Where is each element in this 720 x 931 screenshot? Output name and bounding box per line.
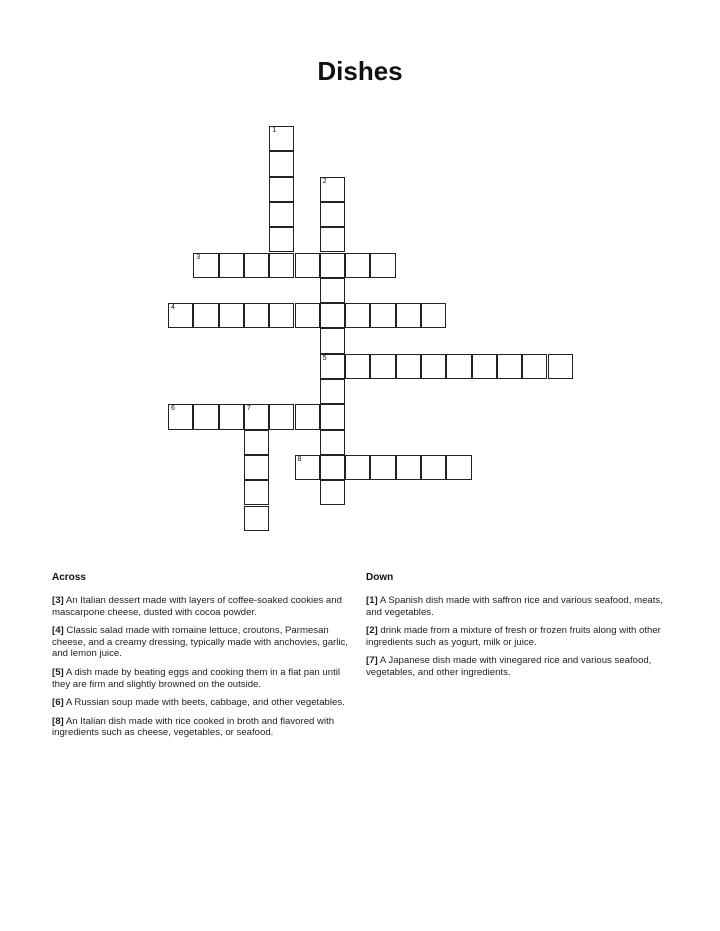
grid-cell[interactable] [219, 404, 244, 429]
grid-cell[interactable] [244, 506, 269, 531]
down-heading: Down [366, 572, 394, 583]
clue-index: [3] [52, 595, 64, 606]
grid-cell[interactable] [396, 354, 421, 379]
clue-number: 1 [272, 127, 277, 134]
grid-cell[interactable] [370, 253, 395, 278]
grid-cell[interactable] [548, 354, 573, 379]
grid-cell[interactable] [244, 480, 269, 505]
grid-cell[interactable] [370, 303, 395, 328]
grid-cell[interactable] [320, 328, 345, 353]
clue-number: 2 [322, 177, 327, 185]
grid-cell[interactable] [522, 354, 547, 379]
clue-index: [4] [52, 625, 64, 637]
grid-cell[interactable] [168, 404, 193, 429]
across-clue [52, 716, 352, 739]
down-clues [366, 572, 666, 686]
across-clue [52, 595, 352, 618]
grid-cell[interactable] [320, 227, 345, 252]
clue-number: 3 [196, 253, 201, 261]
grid-cell[interactable] [421, 455, 446, 480]
grid-cell[interactable] [345, 354, 370, 379]
grid-cell[interactable] [446, 354, 471, 379]
down-clue-list [366, 595, 666, 679]
grid-cell[interactable] [244, 404, 269, 429]
across-clue [52, 625, 352, 660]
across-heading: Across [52, 572, 86, 583]
clue-text: A Spanish dish made with saffron rice and various seafood, meats, and vegetables. [366, 595, 663, 618]
grid-cell[interactable] [472, 354, 497, 379]
grid-cell[interactable] [320, 404, 345, 429]
grid-cell[interactable] [193, 404, 218, 429]
clue-number: 8 [297, 455, 302, 463]
page-title: Dishes [317, 56, 403, 86]
grid-cell[interactable] [244, 455, 269, 480]
grid-cell[interactable] [269, 126, 294, 151]
grid-cell[interactable] [320, 278, 345, 303]
clue-index: [5] [52, 666, 64, 678]
grid-cell[interactable] [421, 303, 446, 328]
clue-number: 7 [246, 405, 251, 413]
grid-cell[interactable] [244, 430, 269, 455]
grid-cell[interactable] [320, 430, 345, 455]
grid-cell[interactable] [446, 455, 471, 480]
clue-number: 6 [171, 405, 175, 413]
grid-cell[interactable] [295, 404, 320, 429]
grid-cell[interactable] [168, 303, 193, 328]
grid-cell[interactable] [269, 202, 294, 227]
clue-text: A Japanese dish made with vinegared rice and various seafood, vegetables, and other ingredients. [366, 655, 652, 678]
grid-cell[interactable] [295, 455, 320, 480]
clue-text: An Italian dish made with rice cooked in broth and flavored with ingredients such as cheese, vegetables, or seafood. [52, 715, 335, 739]
grid-cell[interactable] [421, 354, 446, 379]
grid-cell[interactable] [295, 253, 320, 278]
grid-cell[interactable] [320, 480, 345, 505]
across-clue-list [52, 595, 352, 739]
grid-cell[interactable] [320, 455, 345, 480]
down-clue [366, 625, 666, 648]
across-clue [52, 697, 352, 709]
clue-index: [7] [366, 655, 378, 667]
across-clue [52, 667, 352, 690]
grid-cell[interactable] [244, 303, 269, 328]
grid-cell[interactable] [193, 253, 218, 278]
grid-cell[interactable] [320, 177, 345, 202]
clue-index: [6] [52, 697, 64, 709]
grid-cell[interactable] [269, 303, 294, 328]
clue-text: An Italian dessert made with layers of coffee-soaked cookies and mascarpone cheese, dusted with cocoa powder. [52, 595, 342, 618]
clue-number: 4 [171, 304, 175, 312]
grid-cell[interactable] [219, 253, 244, 278]
grid-cell[interactable] [345, 303, 370, 328]
down-clue [366, 595, 666, 618]
grid-cell[interactable] [320, 202, 345, 227]
grid-cell[interactable] [370, 455, 395, 480]
grid-cell[interactable] [320, 354, 345, 379]
clue-index: [2] [366, 625, 378, 637]
grid-cell[interactable] [396, 303, 421, 328]
clue-text: A Russian soup made with beets, cabbage, and other vegetables. [63, 697, 345, 709]
grid-cell[interactable] [396, 455, 421, 480]
grid-cell[interactable] [219, 303, 244, 328]
clue-index: [8] [52, 715, 64, 727]
grid-cell[interactable] [497, 354, 522, 379]
grid-cell[interactable] [244, 253, 269, 278]
clue-text: A dish made by beating eggs and cooking them in a flat pan until they are firm and slightly browned on the outside. [52, 666, 341, 690]
grid-cell[interactable] [320, 303, 345, 328]
grid-cell[interactable] [269, 177, 294, 202]
down-clue [366, 655, 666, 678]
grid-cell[interactable] [320, 253, 345, 278]
grid-cell[interactable] [269, 227, 294, 252]
grid-cell[interactable] [269, 151, 294, 176]
grid-cell[interactable] [370, 354, 395, 379]
clue-number: 5 [322, 354, 327, 362]
grid-cell[interactable] [345, 253, 370, 278]
grid-cell[interactable] [320, 379, 345, 404]
grid-cell[interactable] [269, 253, 294, 278]
grid-cell[interactable] [345, 455, 370, 480]
grid-cell[interactable] [269, 404, 294, 429]
across-clues [52, 572, 352, 746]
clue-text: drink made from a mixture of fresh or frozen fruits along with other ingredients such as yogurt, milk or juice. [366, 625, 661, 648]
clue-text: Classic salad made with romaine lettuce, croutons, Parmesan cheese, and a creamy dressing, typically made with anchovies, garlic, and lemon juice. [52, 625, 348, 660]
grid-cell[interactable] [295, 303, 320, 328]
grid-cell[interactable] [193, 303, 218, 328]
clue-index: [1] [366, 595, 378, 606]
